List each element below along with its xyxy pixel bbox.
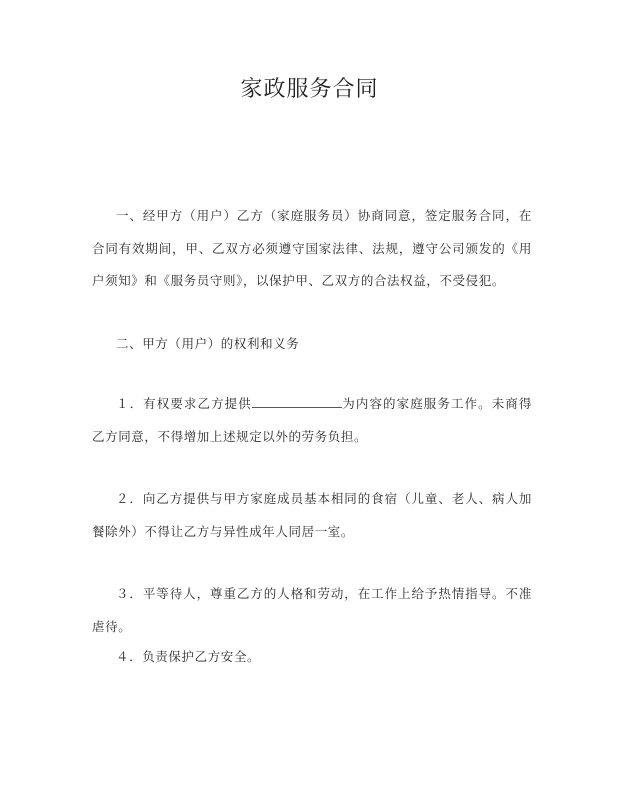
item-3-paragraph: ３．平等待人，尊重乙方的人格和劳动，在工作上给予热情指导。不准虐待。 (92, 586, 532, 634)
item-4-paragraph: ４．负责保护乙方安全。 (116, 649, 261, 664)
document-title: 家政服务合同 (240, 77, 379, 102)
clause-2-heading: 二、甲方（用户）的权利和义务 (116, 336, 300, 351)
item-1-prefix: １．有权要求乙方提供 (116, 396, 252, 411)
fill-in-blank[interactable] (252, 394, 342, 408)
item-1-paragraph (92, 388, 532, 453)
item-2-paragraph: ２．向乙方提供与甲方家庭成员基本相同的食宿（儿童、老人、病人加餐除外）不得让乙方与异性成年人同居一室。 (92, 491, 532, 539)
clause-1-paragraph: 一、经甲方（用户）乙方（家庭服务员）协商同意，签定服务合同，在合同有效期间，甲、乙双方必须遵守国家法律、法规，遵守公司颁发的《用户须知》和《服务员守则》，以保护甲、乙双方的合法权益，不受侵犯。 (92, 208, 532, 288)
item-1-suffix: 为内容的家庭服务工作。未商得乙方同意，不得增加上述规定以外的劳务负担。 (92, 396, 532, 444)
